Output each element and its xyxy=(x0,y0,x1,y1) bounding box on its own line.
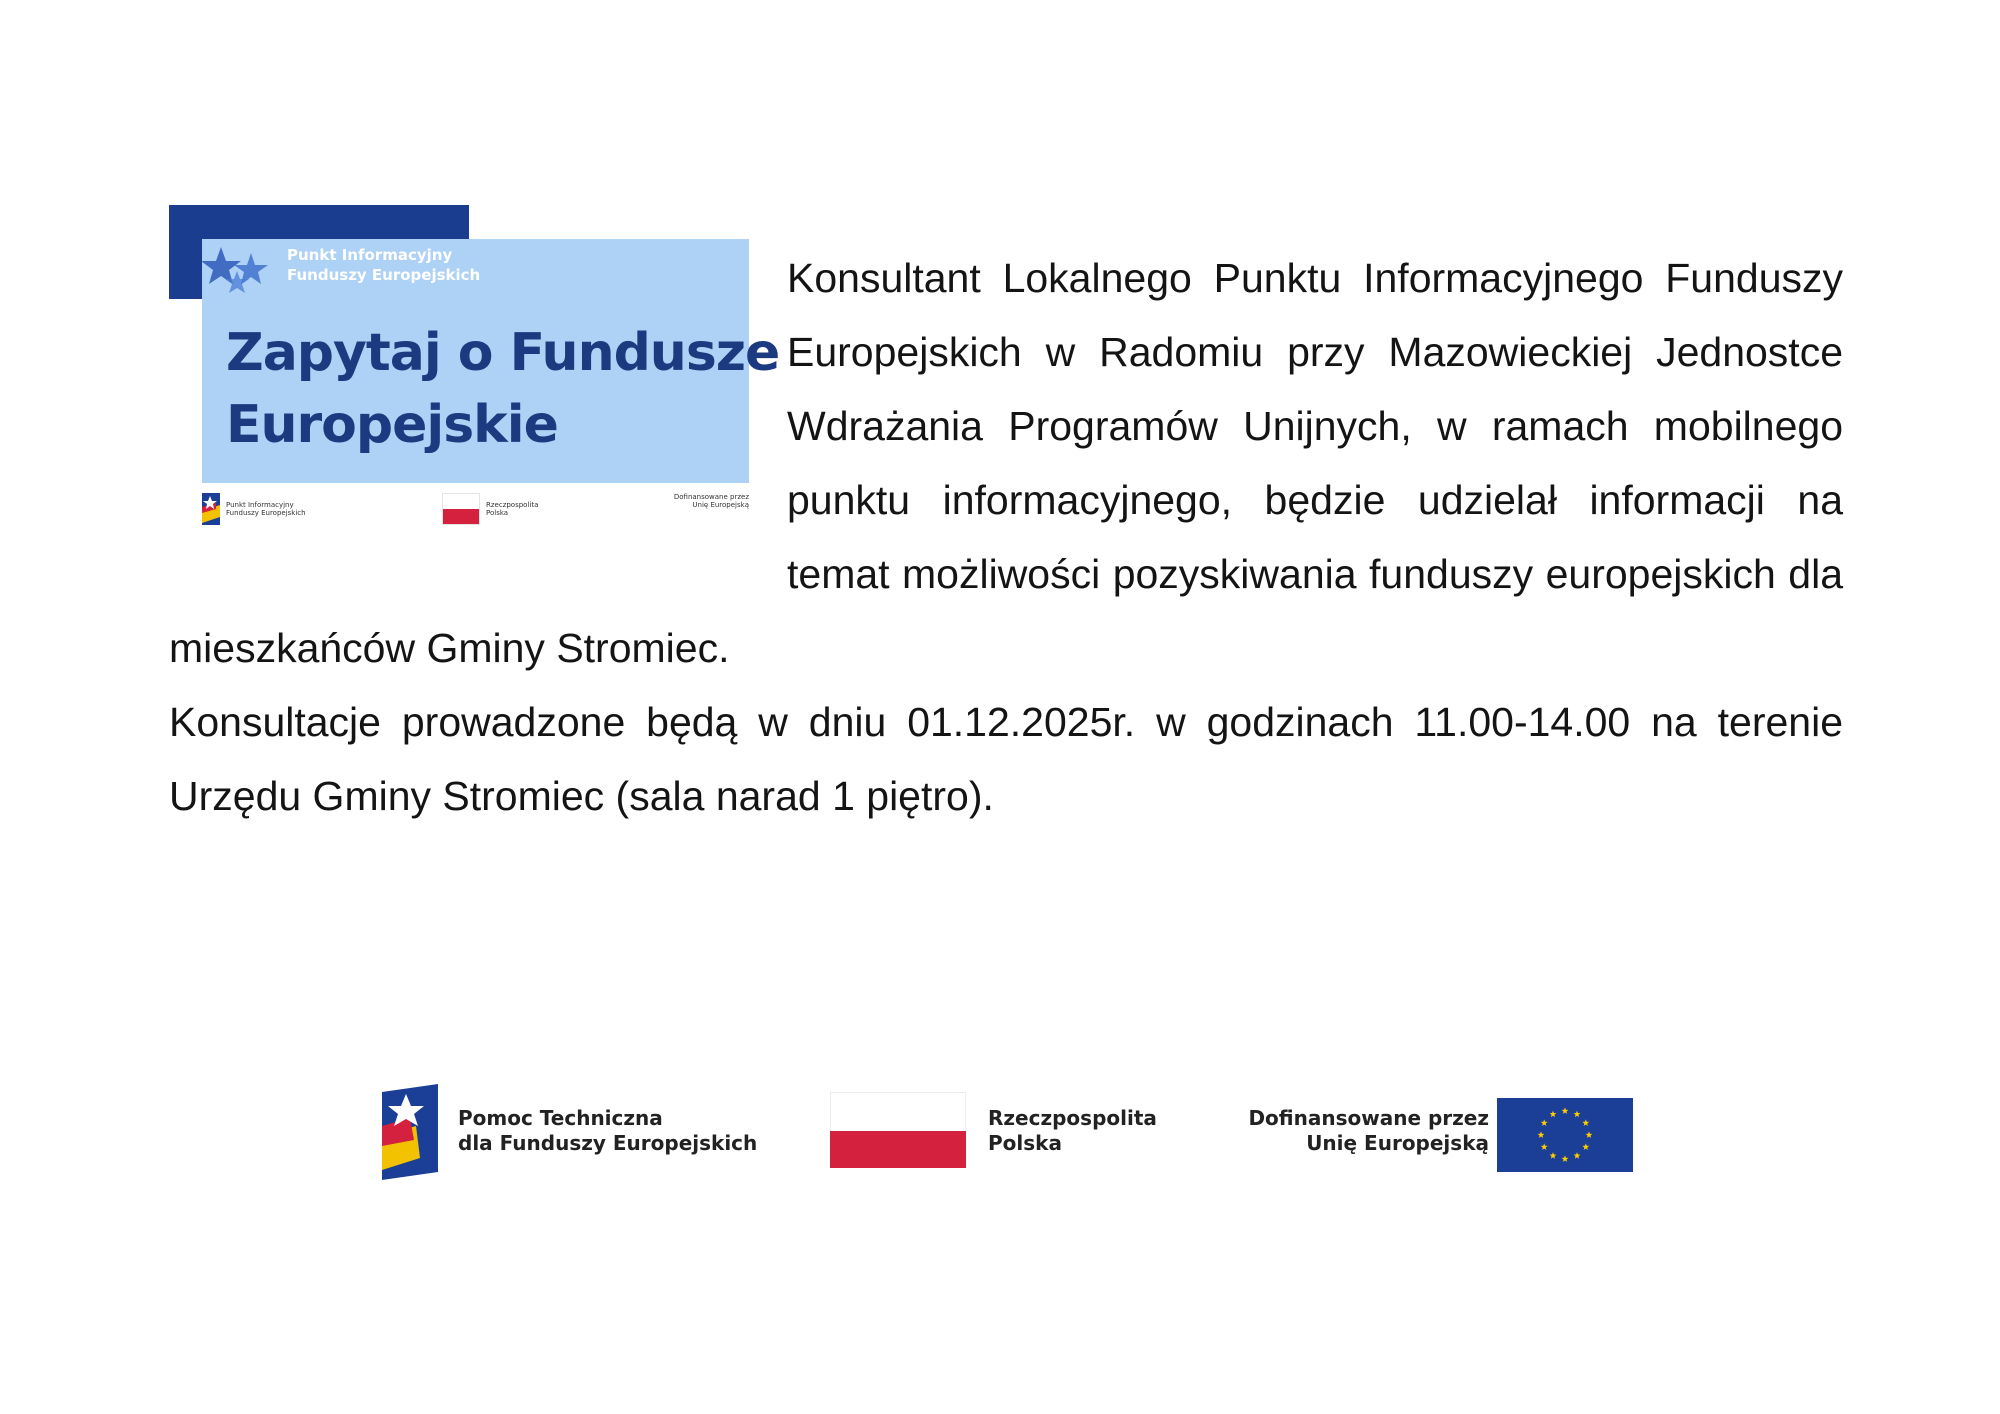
funds-logo-line2: dla Funduszy Europejskich xyxy=(458,1131,758,1155)
eu-logo-line2: Unię Europejską xyxy=(1306,1131,1489,1155)
polish-logo-line2: Polska xyxy=(988,1131,1062,1155)
banner-subtitle-line1: Punkt Informacyjny xyxy=(287,246,453,264)
polish-flag-icon xyxy=(830,1092,966,1168)
eu-logo-line1: Dofinansowane przez xyxy=(1248,1106,1489,1130)
announcement-paragraph-2: Konsultacje prowadzone będą w dniu 01.12.2025r. w godzinach 11.00-14.00 na terenie Urzędu Gminy Stromiec (sala narad 1 piętro). xyxy=(169,699,1843,819)
banner-subtitle-line2: Funduszy Europejskich xyxy=(287,266,481,284)
mini-eu-line2: Unię Europejską xyxy=(692,501,749,509)
mini-polish-line2: Polska xyxy=(486,509,509,517)
announcement-text xyxy=(169,241,1843,833)
banner-title-line1: Zapytaj o Fundusze xyxy=(226,323,780,383)
mini-funds-line2: Funduszy Europejskich xyxy=(226,509,306,517)
funds-logo-icon xyxy=(376,1080,442,1180)
polish-logo-line1: Rzeczpospolita xyxy=(988,1106,1157,1130)
footer-logos xyxy=(376,1080,1636,1180)
announcement-paragraph-1: Konsultant Lokalnego Punktu Informacyjnego Funduszy Europejskich w Radomiu przy Mazowieckiej Jednostce Wdrażania Programów Unijnych, w ramach mobilnego punktu informacyjnego, będzie udzielał informacji na temat możliwości pozyskiwania funduszy europejskich dla mieszkańców Gminy Stromiec. xyxy=(169,255,1843,671)
mini-eu-line1: Dofinansowane przez xyxy=(673,493,749,501)
eu-flag-icon xyxy=(1497,1098,1633,1172)
mini-funds-line1: Punkt Informacyjny xyxy=(226,501,294,509)
funds-logo-line1: Pomoc Techniczna xyxy=(458,1106,663,1130)
banner-title-line2: Europejskie xyxy=(226,395,558,455)
eu-logo xyxy=(1221,1080,1641,1180)
mini-polish-line1: Rzeczpospolita xyxy=(486,501,539,509)
polish-logo xyxy=(830,1092,1170,1172)
funds-logo xyxy=(376,1080,776,1180)
